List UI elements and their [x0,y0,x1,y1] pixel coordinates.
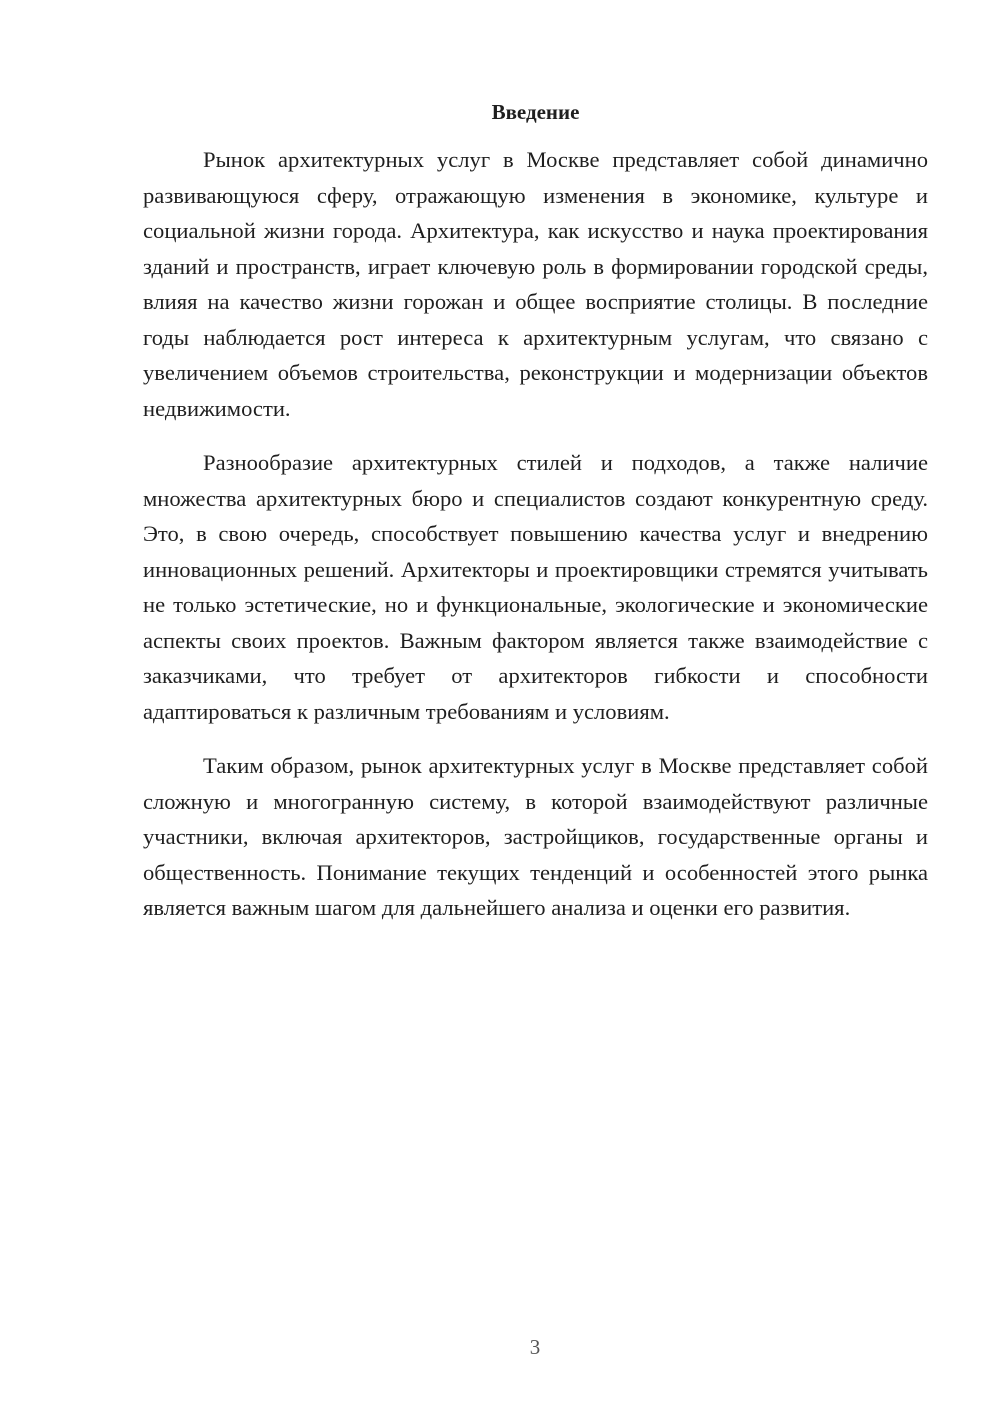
body-text [143,142,928,926]
page-number: 3 [529,1335,541,1359]
section-heading: Введение [491,100,580,124]
paragraph-1: Рынок архитектурных услуг в Москве представляет собой динамично развивающуюся сферу, отражающую изменения в экономике, культуре и социальной жизни города. Архитектура, как искусство и наука проектирования зданий и пространств, играет ключевую роль в формировании городской среды, влияя на качество жизни горожан и общее восприятие столицы. В последние годы наблюдается рост интереса к архитектурным услугам, что связано с увеличением объемов строительства, реконструкции и модернизации объектов недвижимости. [143,147,928,421]
paragraph-3: Таким образом, рынок архитектурных услуг в Москве представляет собой сложную и многогранную систему, в которой взаимодействуют различные участники, включая архитекторов, застройщиков, государственные органы и общественность. Понимание текущих тенденций и особенностей этого рынка является важным шагом для дальнейшего анализа и оценки его развития. [143,753,928,920]
paragraph-2: Разнообразие архитектурных стилей и подходов, а также наличие множества архитектурных бюро и специалистов создают конкурентную среду. Это, в свою очередь, способствует повышению качества услуг и внедрению инновационных решений. Архитекторы и проектировщики стремятся учитывать не только эстетические, но и функциональные, экологические и экономические аспекты своих проектов. Важным фактором является также взаимодействие с заказчиками, что требует от архитекторов гибкости и способности адаптироваться к различным требованиям и условиям. [143,450,928,724]
